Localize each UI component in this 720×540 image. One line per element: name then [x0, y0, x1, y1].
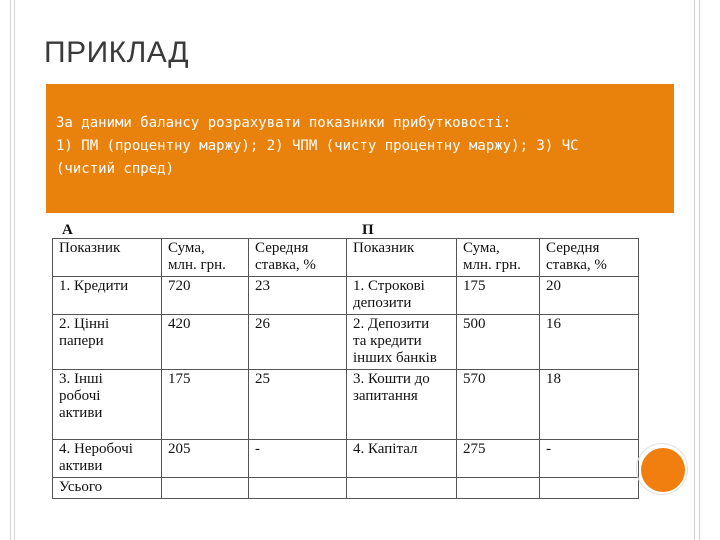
asset-sum-cell: 205: [162, 440, 249, 478]
table-row: [53, 370, 639, 440]
liability-rate-cell: -: [540, 440, 639, 478]
liability-indicator-cell-line: 3. Кошти до: [353, 371, 430, 387]
asset-indicator-cell: [53, 277, 162, 315]
asset-sum-cell: 175: [162, 370, 249, 440]
liability-rate-cell: [540, 478, 639, 499]
asset-indicator-cell-line: папери: [59, 333, 104, 349]
task-box: [46, 84, 674, 213]
asset-indicator-cell-line: 1. Кредити: [59, 278, 129, 294]
liability-sum-cell: 500: [457, 315, 540, 370]
table-row: [53, 478, 639, 499]
table-header-row: [53, 239, 639, 277]
section-liabilities-heading: П: [362, 222, 374, 238]
header-sum-a: Сума, млн. грн.: [162, 239, 249, 277]
header-rate-a: Середня ставка, %: [249, 239, 347, 277]
liability-indicator-cell: [347, 440, 457, 478]
liability-indicator-cell-line: 2. Депозити: [353, 316, 430, 332]
asset-indicator-cell: [53, 440, 162, 478]
liability-rate-cell: 16: [540, 315, 639, 370]
liability-indicator-cell-line: депозити: [353, 295, 412, 311]
liability-indicator-cell-line: інших банків: [353, 350, 437, 366]
asset-indicator-cell-line: 4. Неробочі: [59, 441, 133, 457]
asset-rate-cell: -: [249, 440, 347, 478]
decorative-orange-circle: [641, 448, 685, 492]
table-row: [53, 315, 639, 370]
table-row: [53, 277, 639, 315]
liability-indicator-cell: [347, 370, 457, 440]
task-line-2: 1) ПМ (процентну маржу); 2) ЧПМ (чисту процентну маржу); 3) ЧС: [56, 138, 579, 154]
asset-rate-cell: 26: [249, 315, 347, 370]
liability-indicator-cell-line: 1. Строкові: [353, 278, 425, 294]
asset-sum-cell: 720: [162, 277, 249, 315]
asset-indicator-cell-line: активи: [59, 405, 103, 421]
liability-indicator-cell-line: запитання: [353, 388, 418, 404]
asset-indicator-cell: [53, 478, 162, 499]
asset-rate-cell: [249, 478, 347, 499]
liability-sum-cell: 275: [457, 440, 540, 478]
asset-rate-cell: 25: [249, 370, 347, 440]
table-row: [53, 440, 639, 478]
liability-sum-cell: 175: [457, 277, 540, 315]
frame-line-right-inner: [694, 0, 695, 540]
balance-table: [52, 238, 639, 499]
balance-table-body: [53, 239, 639, 499]
task-line-3: (чистий спред): [56, 161, 175, 177]
asset-indicator-cell-line: Усього: [59, 479, 103, 495]
frame-line-left-outer: [10, 0, 11, 540]
liability-sum-cell: 570: [457, 370, 540, 440]
asset-indicator-cell-line: активи: [59, 458, 103, 474]
asset-indicator-cell-line: 3. Інші: [59, 371, 103, 387]
asset-indicator-cell: [53, 315, 162, 370]
liability-indicator-cell: [347, 277, 457, 315]
slide-title: ПРИКЛАД: [44, 36, 190, 69]
header-rate-p: Середня ставка, %: [540, 239, 639, 277]
frame-line-left-inner: [14, 0, 15, 540]
balance-table-wrapper: [52, 222, 640, 499]
liability-rate-cell: 18: [540, 370, 639, 440]
asset-rate-cell: 23: [249, 277, 347, 315]
section-assets-heading: А: [62, 222, 73, 238]
header-sum-p: Сума, млн. грн.: [457, 239, 540, 277]
asset-indicator-cell-line: 2. Цінні: [59, 316, 110, 332]
task-line-1: За даними балансу розрахувати показники прибутковості:: [56, 115, 512, 131]
liability-indicator-cell-line: та кредити: [353, 333, 422, 349]
frame-line-right-outer: [699, 0, 700, 540]
liability-indicator-cell: [347, 315, 457, 370]
asset-sum-cell: 420: [162, 315, 249, 370]
asset-indicator-cell-line: робочі: [59, 388, 101, 404]
liability-rate-cell: 20: [540, 277, 639, 315]
section-headings: [52, 222, 640, 238]
header-indicator-a: Показник: [53, 239, 162, 277]
liability-sum-cell: [457, 478, 540, 499]
header-indicator-p: Показник: [347, 239, 457, 277]
asset-sum-cell: [162, 478, 249, 499]
asset-indicator-cell: [53, 370, 162, 440]
liability-indicator-cell-line: 4. Капітал: [353, 441, 418, 457]
liability-indicator-cell: [347, 478, 457, 499]
